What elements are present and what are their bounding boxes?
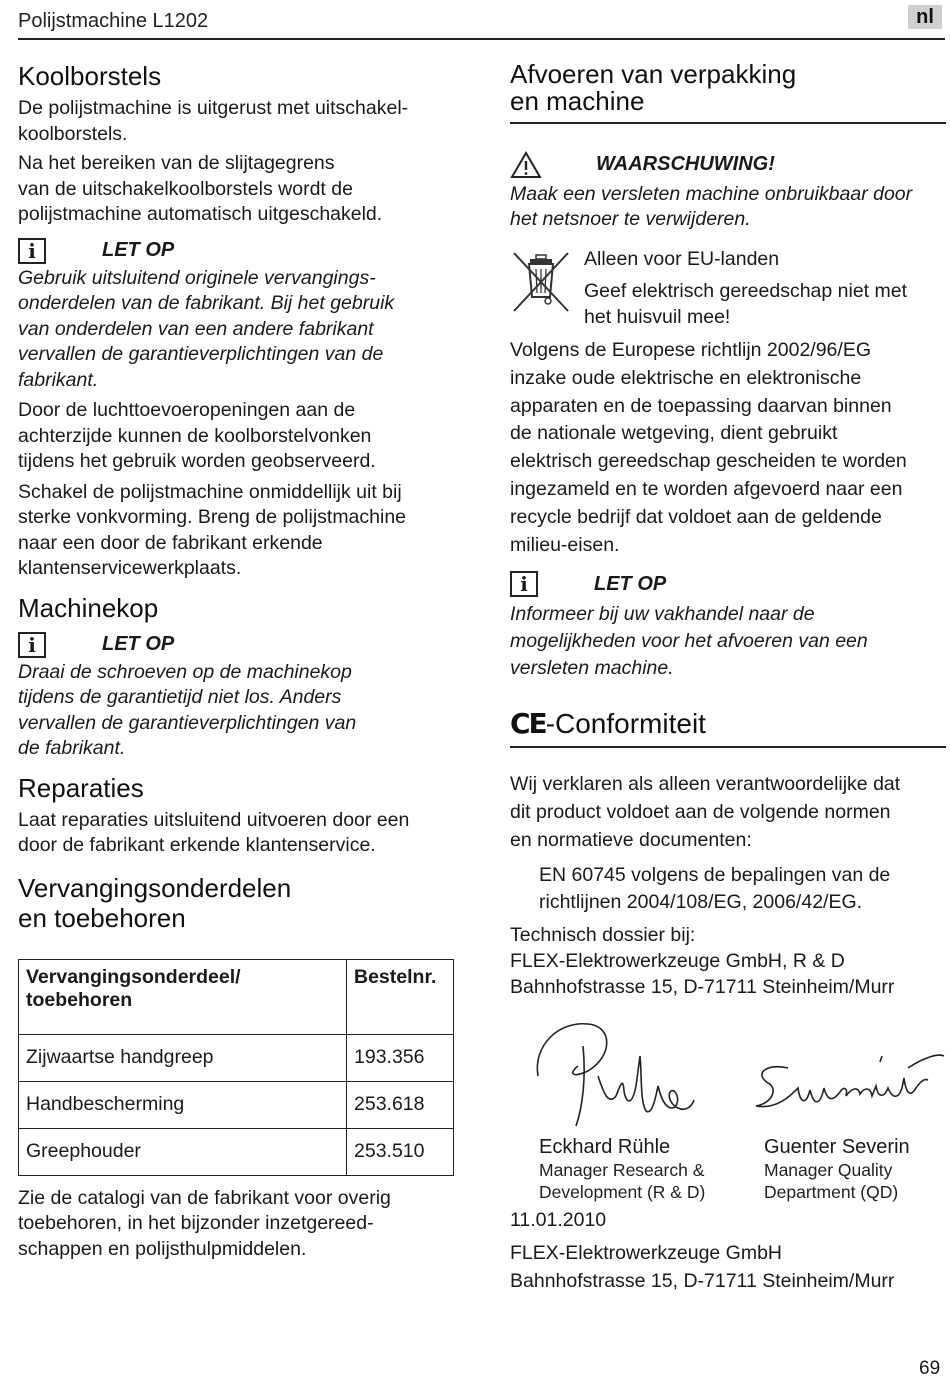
page-number: 69 (919, 1358, 941, 1379)
section-heading (510, 708, 946, 740)
signer-role (764, 1159, 910, 1203)
line: Schakel de polijstmachine onmiddellijk uit bij (18, 480, 402, 503)
line: mogelijkheden voor het afvoeren van een (510, 630, 868, 653)
line: Informeer bij uw vakhandel naar de (510, 603, 815, 626)
line: Geef elektrisch gereedschap niet met (584, 280, 908, 302)
language-badge: nl (908, 5, 942, 29)
table-row (19, 1034, 454, 1081)
header-cell: Bestelnr. (347, 959, 454, 1034)
line: De polijstmachine is uitgerust met uitschakel- (18, 97, 409, 119)
table-cell: Greephouder (19, 1128, 347, 1175)
table-cell: 253.618 (347, 1081, 454, 1128)
section-rule (510, 122, 946, 124)
note-label: LET OP (102, 239, 175, 261)
note-text (18, 266, 458, 394)
line: en normatieve documenten: (510, 828, 752, 851)
info-icon: i (510, 571, 538, 597)
line: de fabrikant. (18, 737, 126, 759)
line: het huisvuil mee! (584, 305, 731, 328)
warning-header (510, 150, 946, 180)
line: versleten machine. (510, 657, 674, 680)
section-onderdelen (18, 873, 458, 1263)
line: Department (QD) (764, 1181, 899, 1202)
note-label: LET OP (594, 572, 667, 595)
note-label: LET OP (102, 633, 175, 655)
line: Zie de catalogi van de fabrikant voor overig (18, 1186, 391, 1209)
note-header (18, 236, 458, 266)
line: van onderdelen van een andere fabrikant (18, 317, 374, 340)
table-header-row (19, 959, 454, 1034)
paragraph (18, 151, 458, 228)
warning-label: WAARSCHUWING! (596, 153, 775, 175)
crossed-bin-icon (510, 247, 572, 317)
line: recycle bedrijf dat voldoet aan de geldende (510, 505, 882, 528)
line: FLEX-Elektrowerkzeuge GmbH, R & D (510, 949, 845, 972)
line: EN 60745 volgens de bepalingen van de (539, 863, 891, 886)
note-text (510, 601, 946, 682)
line: de nationale wetgeving, dient gebruikt (510, 422, 838, 445)
line: Vervangingsonderdelen (18, 872, 292, 903)
ce-mark: CE (510, 707, 546, 741)
left-column (18, 58, 458, 1262)
line: Bahnhofstrasse 15, D-71711 Steinheim/Murr (510, 975, 895, 998)
signer-ruhle (539, 1136, 705, 1203)
heading-text: -Conformiteit (545, 708, 706, 740)
line: koolborstels. (18, 122, 128, 145)
line: en toebehoren (18, 902, 186, 933)
info-icon: i (18, 632, 46, 658)
note-header (18, 630, 458, 660)
line: Gebruik uitsluitend originele vervangings- (18, 266, 376, 289)
line: tijdens het gebruik worden geobserveerd. (18, 450, 376, 472)
line: Door de luchttoevoeropeningen aan de (18, 399, 356, 421)
line: van de uitschakelkoolborstels wordt de (18, 177, 353, 200)
line: klantenservicewerkplaats. (18, 557, 242, 579)
note-text (18, 660, 458, 762)
paragraph (18, 96, 458, 147)
signature-ruhle-image (528, 1016, 698, 1134)
line: Development (R & D) (539, 1181, 706, 1202)
line: Volgens de Europese richtlijn 2002/96/EG (510, 339, 871, 361)
section-heading (18, 873, 458, 933)
document-title: Polijstmachine L1202 (18, 10, 209, 32)
paragraph (18, 1186, 458, 1263)
section-afvoeren (510, 61, 946, 682)
header-rule (18, 38, 945, 40)
line: Draai de schroeven op de machinekop (18, 660, 352, 683)
warning-text (510, 182, 946, 233)
section-heading: Reparaties (18, 772, 144, 803)
paragraph (510, 770, 946, 854)
signer-name: Eckhard Rühle (539, 1135, 671, 1158)
line: Bahnhofstrasse 15, D-71711 Steinheim/Murr (510, 1269, 895, 1292)
signature-severin-image (748, 1048, 948, 1128)
line: Technisch dossier bij: (510, 923, 696, 946)
line: tijdens de garantietijd niet los. Anders (18, 686, 342, 708)
paragraph (510, 337, 946, 559)
table-row (19, 1128, 454, 1175)
line: Manager Research & (539, 1159, 705, 1180)
line: FLEX-Elektrowerkzeuge GmbH (510, 1241, 783, 1264)
line: Laat reparaties uitsluitend uitvoeren door een (18, 808, 410, 831)
signer-severin (764, 1136, 910, 1203)
section-koolborstels (18, 62, 458, 582)
signer-block (510, 1136, 946, 1202)
line: schappen en polijsthulpmiddelen. (18, 1237, 307, 1260)
line: Manager Quality (764, 1159, 893, 1180)
line: toebehoren, in het bijzonder inzetgereed- (18, 1212, 374, 1234)
eu-label: Alleen voor EU-landen (584, 247, 780, 270)
line: vervallen de garantieverplichtingen van (18, 711, 357, 734)
signer-name: Guenter Severin (764, 1135, 910, 1158)
line: achterzijde kunnen de koolborstelvonken (18, 424, 372, 447)
line: ingezameld en te worden afgevoerd naar een (510, 477, 903, 500)
paragraph (510, 862, 946, 916)
line: Na het bereiken van de slijtagegrens (18, 152, 335, 174)
right-column (510, 58, 946, 1295)
line: inzake oude elektrische en elektronische (510, 366, 862, 389)
eu-text (510, 279, 946, 330)
paragraph (18, 398, 458, 475)
section-reparaties (18, 774, 458, 859)
section-machinekop (18, 594, 458, 762)
date: 11.01.2010 (510, 1208, 607, 1231)
line: Wij verklaren als alleen verantwoordelijke dat (510, 772, 901, 795)
parts-table (18, 959, 454, 1176)
line: elektrisch gereedschap gescheiden te worden (510, 450, 907, 473)
table-cell: Zijwaartse handgreep (19, 1034, 347, 1081)
table-row (19, 1081, 454, 1128)
warning-triangle-icon (510, 151, 542, 179)
section-conformiteit (510, 708, 946, 1295)
table-cell: Handbescherming (19, 1081, 347, 1128)
line: en machine (510, 86, 645, 116)
signer-role (539, 1159, 705, 1203)
line: onderdelen van de fabrikant. Bij het gebruik (18, 292, 395, 314)
line: door de fabrikant erkende klantenservice. (18, 834, 376, 856)
line: Afvoeren van verpakking (510, 59, 797, 89)
line: apparaten en de toepassing daarvan binnen (510, 394, 892, 417)
paragraph (18, 480, 458, 582)
section-heading: Koolborstels (18, 61, 162, 91)
section-heading (510, 61, 946, 115)
section-rule (510, 746, 946, 748)
table-cell: 253.510 (347, 1128, 454, 1175)
line: milieu-eisen. (510, 533, 620, 556)
line: polijstmachine automatisch uitgeschakeld. (18, 203, 383, 225)
paragraph (510, 922, 946, 1000)
line: naar een door de fabrikant erkende (18, 531, 323, 554)
table-cell: 193.356 (347, 1034, 454, 1081)
weee-block (510, 247, 946, 331)
line: het netsnoer te verwijderen. (510, 208, 751, 230)
line: dit product voldoet aan de volgende normen (510, 800, 891, 823)
company-address (510, 1239, 946, 1295)
section-heading: Machinekop (18, 592, 159, 623)
line: fabrikant. (18, 368, 99, 391)
line: sterke vonkvorming. Breng de polijstmachine (18, 506, 407, 528)
line: vervallen de garantieverplichtingen van de (18, 343, 384, 365)
header-cell: Vervangingsonderdeel/ toebehoren (19, 959, 347, 1034)
info-icon: i (18, 238, 46, 264)
signatures (510, 1016, 946, 1136)
paragraph (18, 808, 458, 859)
line: richtlijnen 2004/108/EG, 2006/42/EG. (539, 890, 863, 913)
note-header (510, 569, 946, 599)
line: Maak een versleten machine onbruikbaar door (510, 182, 913, 205)
